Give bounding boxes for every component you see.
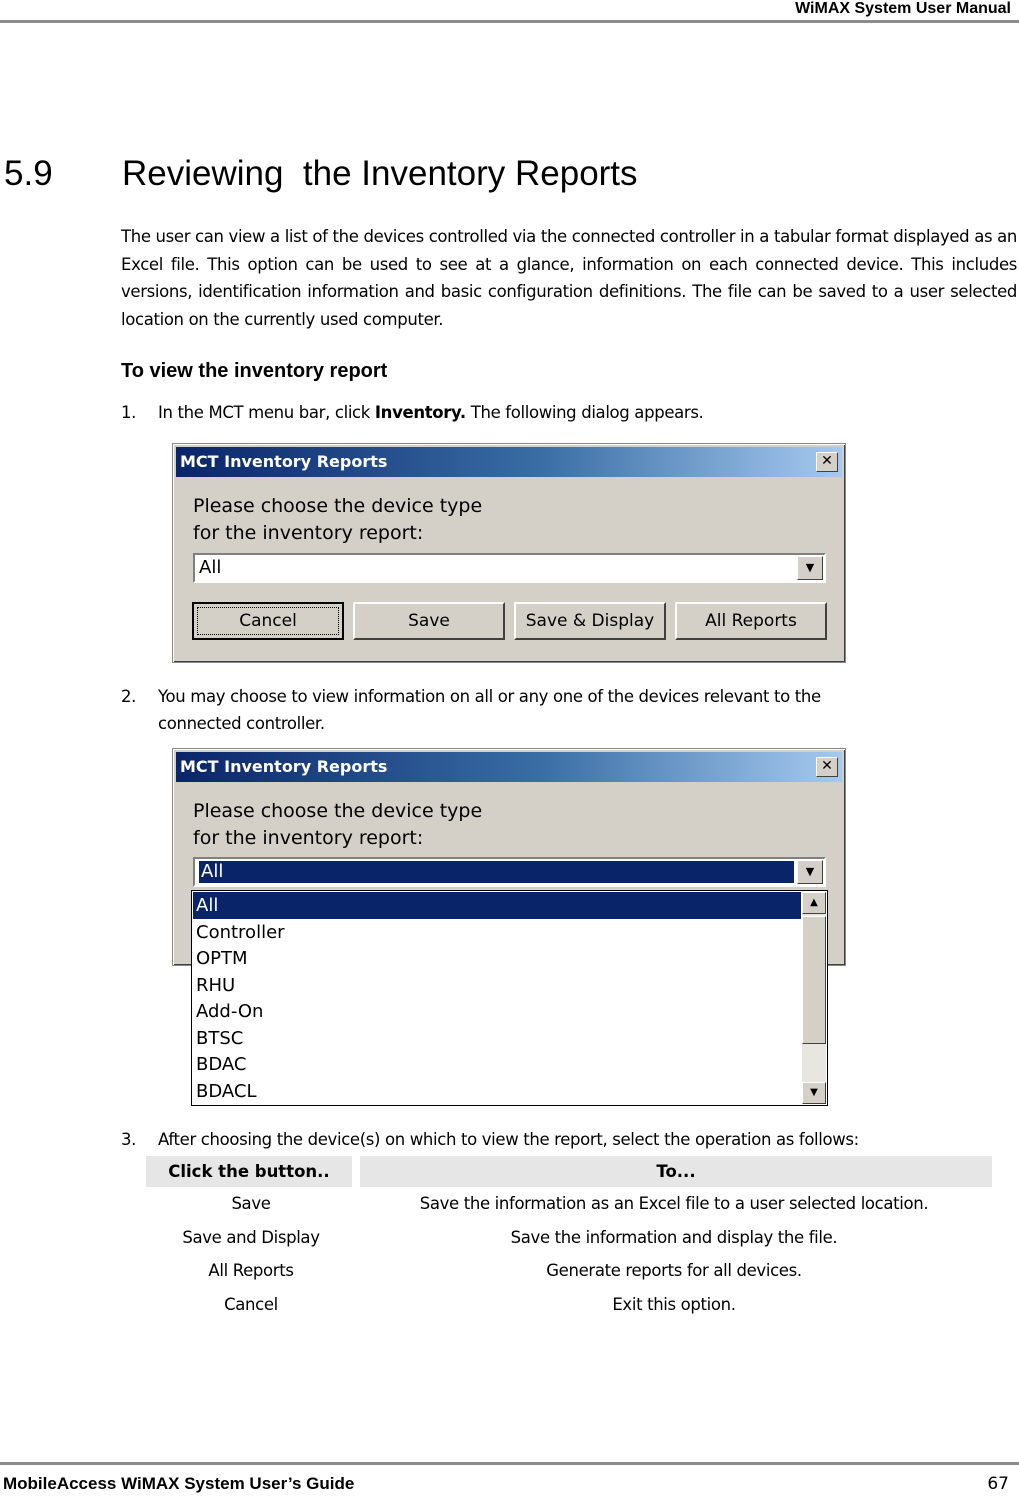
close-icon[interactable]: ✕ xyxy=(816,452,838,472)
dialog-title-bar[interactable] xyxy=(176,447,842,477)
table-row xyxy=(146,1288,992,1322)
table-cell: All Reports xyxy=(208,1261,294,1281)
step-number: 1. xyxy=(121,403,137,422)
device-type-select[interactable] xyxy=(193,553,826,583)
dialog-title-bar[interactable] xyxy=(176,752,842,782)
table-row xyxy=(146,1187,992,1221)
scroll-thumb[interactable] xyxy=(802,916,826,1044)
chevron-down-icon[interactable]: ▼ xyxy=(797,556,823,580)
dialog-prompt-line-2: for the inventory report: xyxy=(193,827,424,849)
table-header-row xyxy=(146,1156,992,1187)
table-cell: Cancel xyxy=(224,1294,278,1314)
table-row xyxy=(146,1221,992,1255)
dialog-prompt-line-2: for the inventory report: xyxy=(193,522,424,544)
intro-paragraph: The user can view a list of the devices controlled via the connected controller in a tabular format displayed as an Excel file. This option can be used to see at a glance, information on each connected device. This includes versions, identification information and basic configuration definitions. The file can be saved to a user selected location on the currently used computer. xyxy=(121,227,1017,329)
dropdown-option[interactable]: Add-On xyxy=(196,1001,264,1022)
step-text-line-2: connected controller. xyxy=(158,714,325,733)
table-cell: Save xyxy=(231,1194,271,1214)
dropdown-option[interactable]: BDACL xyxy=(196,1081,257,1102)
step-3 xyxy=(121,1126,1011,1154)
dialog-title: MCT Inventory Reports xyxy=(180,452,388,471)
device-type-value: All xyxy=(199,557,222,578)
table-cell: Exit this option. xyxy=(612,1294,736,1314)
footer-guide-title: MobileAccess WiMAX System User’s Guide xyxy=(3,1474,355,1493)
dropdown-option[interactable]: All xyxy=(193,892,801,919)
device-type-select[interactable] xyxy=(193,857,826,887)
step-text-pre: In the MCT menu bar, click xyxy=(158,403,375,422)
procedure-heading: To view the inventory report xyxy=(121,360,388,382)
running-header-title: WiMAX System User Manual xyxy=(795,0,1011,17)
dropdown-option[interactable]: OPTM xyxy=(196,948,248,969)
device-type-dropdown-list xyxy=(191,890,828,1106)
dropdown-option[interactable]: BTSC xyxy=(196,1028,244,1049)
save-display-button[interactable]: Save & Display xyxy=(514,602,666,640)
dialog-title: MCT Inventory Reports xyxy=(180,757,388,776)
column-header: To... xyxy=(356,1156,992,1187)
column-header: Click the button.. xyxy=(146,1156,356,1187)
step-text-post: The following dialog appears. xyxy=(465,403,704,422)
table-cell: Save and Display xyxy=(182,1227,320,1247)
dropdown-option[interactable]: BDAC xyxy=(196,1054,247,1075)
dropdown-scrollbar[interactable] xyxy=(802,892,826,1104)
step-2 xyxy=(121,683,1011,739)
table-row xyxy=(146,1254,992,1288)
dropdown-option[interactable]: Controller xyxy=(196,922,285,943)
cancel-button[interactable]: Cancel xyxy=(192,602,344,640)
step-text-line-1: You may choose to view information on all or any one of the devices relevant to the xyxy=(158,687,821,706)
scroll-up-icon[interactable]: ▲ xyxy=(802,892,826,914)
dialog-prompt-line-1: Please choose the device type xyxy=(193,800,483,822)
table-cell: Save the information as an Excel file to a user selected location. xyxy=(419,1194,929,1214)
button-actions-table xyxy=(146,1156,992,1321)
inventory-reports-dialog xyxy=(172,443,846,663)
close-icon[interactable]: ✕ xyxy=(816,757,838,777)
step-number: 2. xyxy=(121,687,137,706)
table-cell: Save the information and display the file. xyxy=(510,1227,838,1247)
all-reports-button[interactable]: All Reports xyxy=(675,602,827,640)
step-text: After choosing the device(s) on which to view the report, select the operation as follows: xyxy=(158,1130,859,1149)
header-rule xyxy=(0,20,1019,23)
dropdown-option[interactable]: RHU xyxy=(196,975,236,996)
page-number: 67 xyxy=(987,1474,1009,1494)
step-1 xyxy=(121,399,1011,427)
step-number: 3. xyxy=(121,1130,137,1149)
scroll-down-icon[interactable]: ▼ xyxy=(802,1082,826,1104)
menu-reference-inventory: Inventory. xyxy=(374,403,466,422)
save-button[interactable]: Save xyxy=(353,602,505,640)
chevron-down-icon[interactable]: ▼ xyxy=(797,860,823,884)
dialog-prompt-line-1: Please choose the device type xyxy=(193,495,483,517)
step-text xyxy=(158,399,703,426)
table-cell: Generate reports for all devices. xyxy=(546,1261,802,1281)
section-number: 5.9 xyxy=(4,154,53,193)
footer-rule xyxy=(0,1462,1019,1465)
device-type-value: All xyxy=(199,861,794,883)
section-title: Reviewing the Inventory Reports xyxy=(122,154,638,193)
